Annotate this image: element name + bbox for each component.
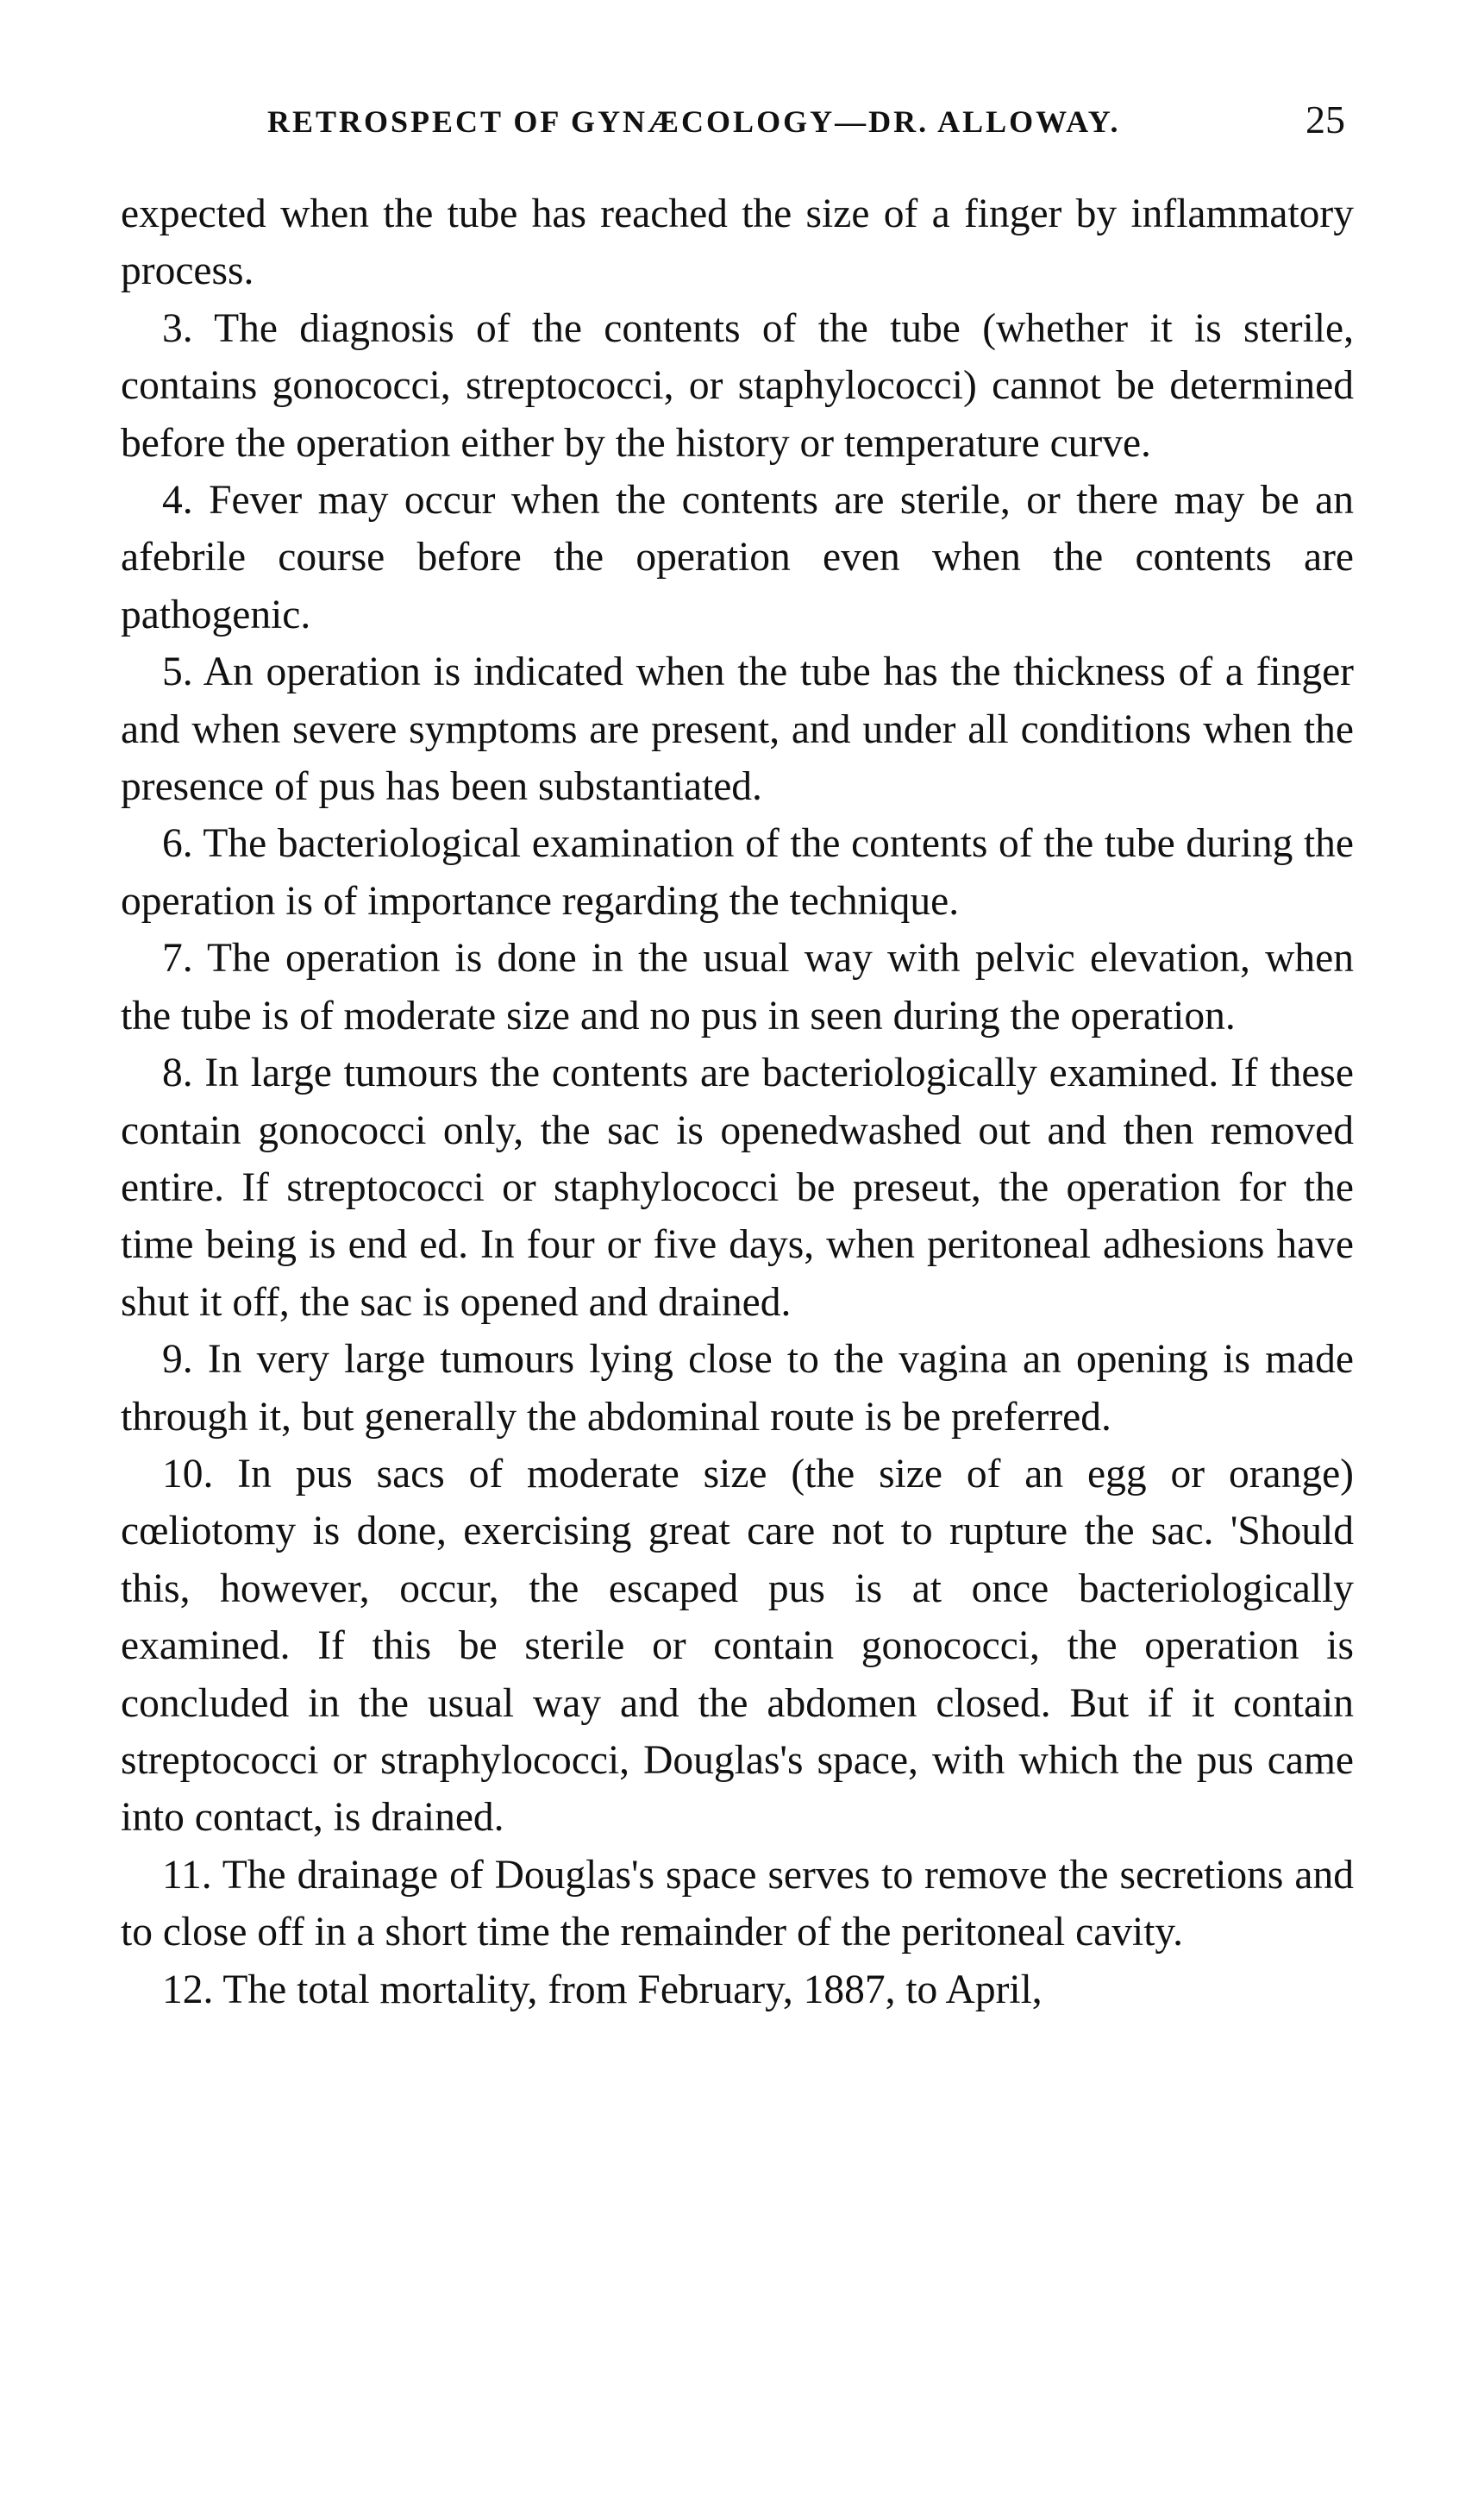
- numbered-paragraph-5: [121, 643, 1354, 815]
- paragraph-continuation: [121, 185, 1354, 300]
- body-text: [121, 185, 1354, 2018]
- paragraph-text: The bacteriological examination of the contents of the tube during the operation is of importance regarding the technique.: [121, 821, 1354, 924]
- paragraph-number: 12.: [162, 1967, 214, 2012]
- paragraph-text: The drainage of Douglas's space serves to remove the secretions and to close off in a short time the remainder of the peritoneal cavity.: [121, 1852, 1354, 1955]
- paragraph-text: In very large tumours lying close to the vagina an opening is made through it, but generally the abdominal route is be preferred.: [121, 1337, 1354, 1440]
- paragraph-text: In pus sacs of moderate size (the size of an egg or orange) cœliotomy is done, exercising great care not to rupture the sac. 'Should this, however, occur, the escaped pus is at once bacteriologically examined. If this be sterile or contain gonococci, the operation is concluded in the usual way and the abdomen closed. But if it contain streptococci or straphylococci, Douglas's space, with which the pus came into contact, is drained.: [121, 1451, 1354, 1841]
- paragraph-text: The total mortality, from February, 1887, to April,: [222, 1967, 1043, 2012]
- page-header: [267, 97, 1345, 157]
- paragraph-number: 11.: [162, 1852, 212, 1898]
- numbered-paragraph-10: [121, 1446, 1354, 1847]
- paragraph-text: The diagnosis of the contents of the tube (whether it is sterile, contains gonococci, streptococci, or staphylococci) cannot be determined before the operation either by the history or temperature curve.: [121, 305, 1354, 466]
- paragraph-text: In large tumours the contents are bacteriologically examined. If these contain gonococci only, the sac is openedwashed out and then removed entire. If streptococci or staphylococci be preseut, the operation for the time being is end ed. In four or five days, when peritoneal adhesions have shut it off, the sac is opened and drained.: [121, 1051, 1354, 1325]
- numbered-paragraph-9: [121, 1331, 1354, 1446]
- paragraph-number: 9.: [162, 1337, 193, 1383]
- numbered-paragraph-6: [121, 815, 1354, 930]
- numbered-paragraph-7: [121, 930, 1354, 1045]
- numbered-paragraph-3: [121, 300, 1354, 472]
- paragraph-text: An operation is indicated when the tube has the thickness of a finger and when severe symptoms are present, and under all conditions when the presence of pus has been substantiated.: [121, 649, 1355, 810]
- paragraph-number: 5.: [162, 649, 193, 695]
- paragraph-number: 10.: [162, 1451, 214, 1497]
- paragraph-number: 8.: [162, 1051, 193, 1096]
- page-number: 25: [1306, 97, 1345, 141]
- numbered-paragraph-12: [121, 1961, 1354, 2018]
- paragraph-number: 4.: [162, 478, 193, 524]
- numbered-paragraph-4: [121, 472, 1354, 643]
- running-head: RETROSPECT OF GYNÆCOLOGY—DR. ALLOWAY.: [267, 104, 1121, 139]
- numbered-paragraph-8: [121, 1045, 1354, 1331]
- paragraph-number: 3.: [162, 305, 193, 351]
- paragraph-text: Fever may occur when the contents are sterile, or there may be an afebrile course before the operation even when the contents are pathogenic.: [121, 478, 1354, 637]
- paragraph-number: 6.: [162, 821, 193, 867]
- numbered-paragraph-11: [121, 1847, 1354, 1961]
- paragraph-text: The operation is done in the usual way with pelvic elevation, when the tube is of moderate size and no pus in seen during the operation.: [121, 936, 1354, 1039]
- paragraph-text: expected when the tube has reached the size of a finger by inflammatory process.: [121, 191, 1354, 294]
- paragraph-number: 7.: [162, 936, 193, 982]
